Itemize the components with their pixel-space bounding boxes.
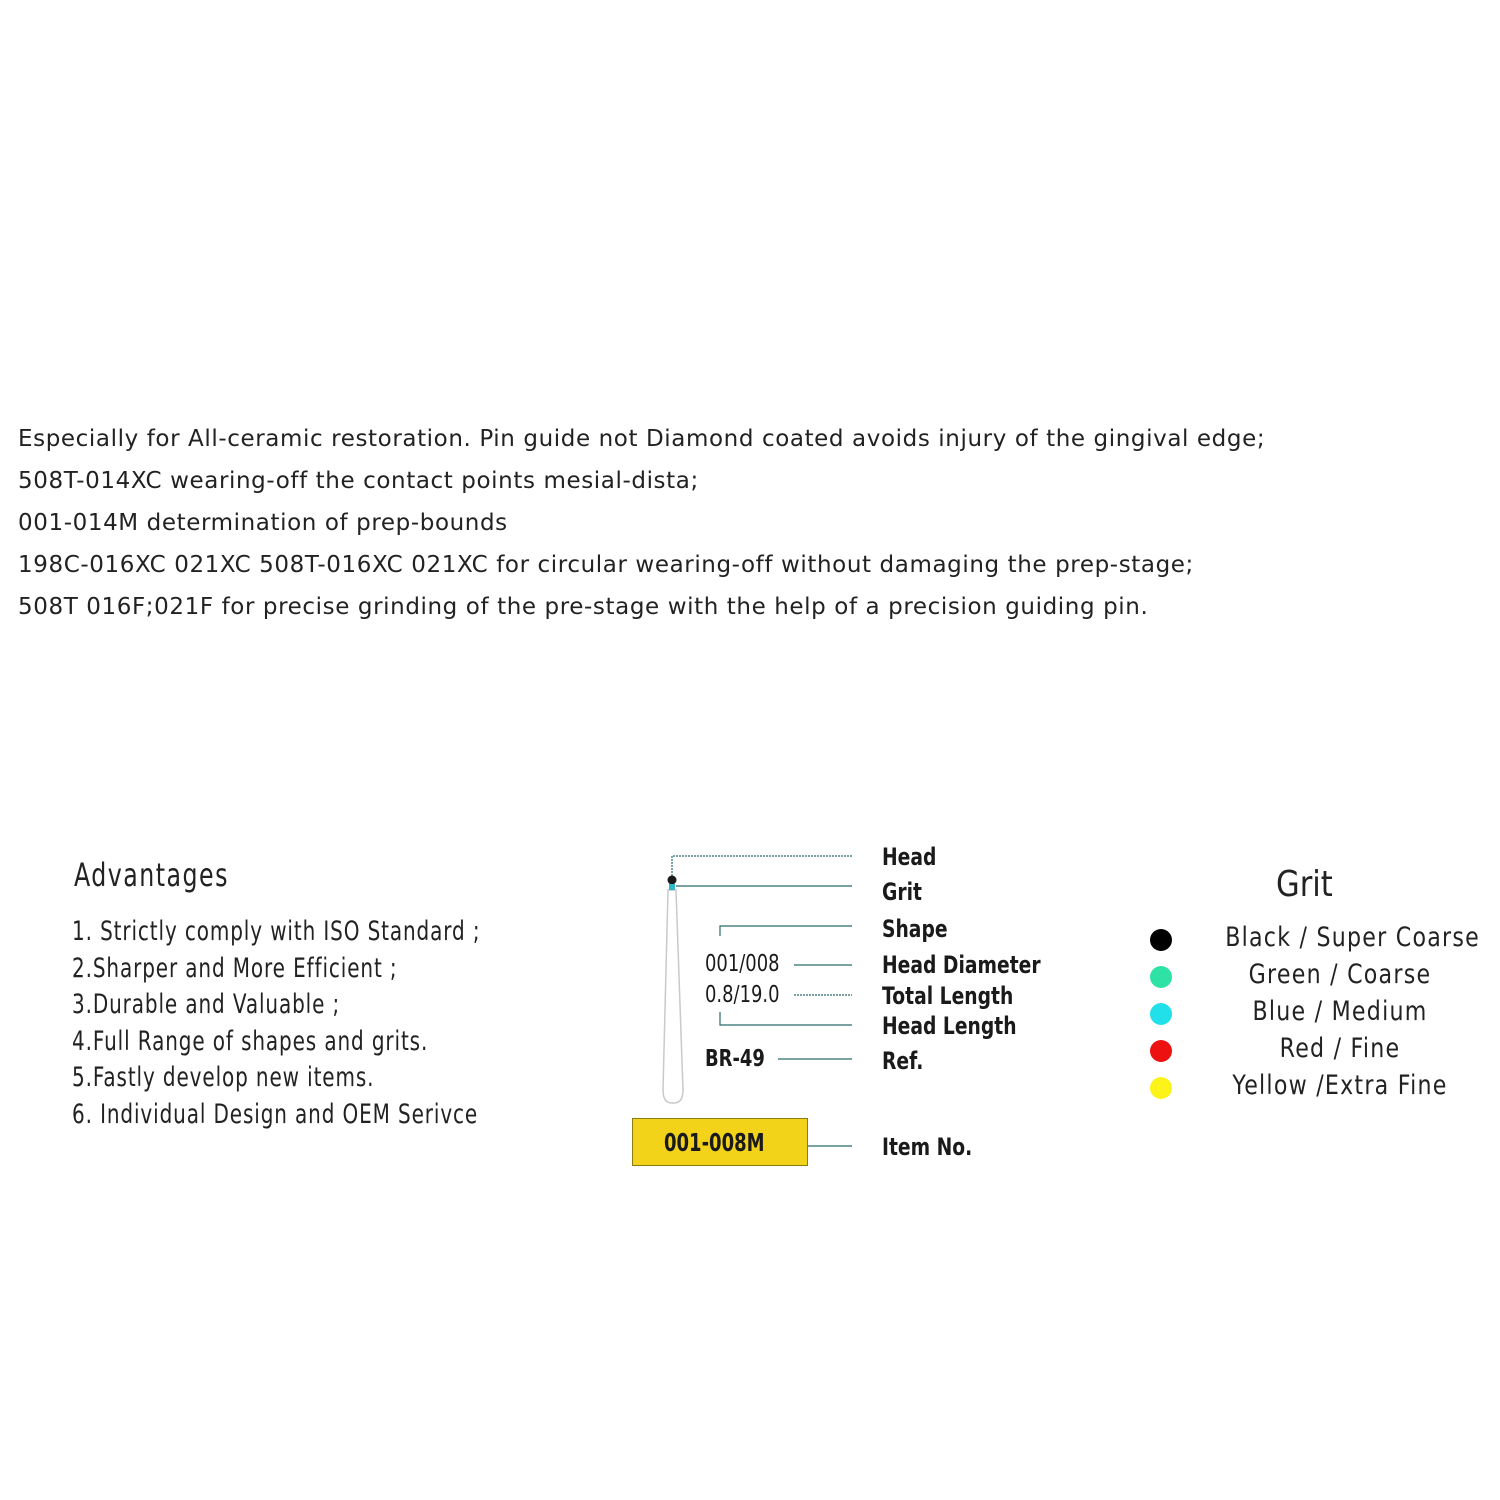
- grit-color-dot: [1150, 1003, 1172, 1025]
- grit-label: Red / Fine: [1279, 1033, 1401, 1064]
- grit-color-dot: [1150, 966, 1172, 988]
- value-head-diameter: 001/008: [705, 951, 780, 977]
- grit-title: Grit: [1276, 864, 1333, 905]
- advantage-item: 4.Full Range of shapes and grits.: [72, 1025, 429, 1057]
- label-head: Head: [882, 843, 937, 871]
- advantage-item: 6. Individual Design and OEM Serivce: [72, 1098, 479, 1130]
- grit-label: Green / Coarse: [1248, 959, 1432, 990]
- grit-legend-item: [1140, 1033, 1480, 1069]
- leader-line-head-length: [720, 1012, 852, 1025]
- grit-legend-item: [1140, 959, 1480, 995]
- label-grit: Grit: [882, 878, 922, 906]
- value-item-no: 001-008M: [664, 1128, 765, 1157]
- advantage-item: 2.Sharper and More Efficient ;: [72, 952, 398, 984]
- bur-grit-mark: [669, 884, 675, 890]
- advantage-item: 3.Durable and Valuable ;: [72, 989, 341, 1021]
- grit-legend-item: [1140, 1070, 1480, 1106]
- advantage-item: 1. Strictly comply with ISO Standard ;: [72, 916, 481, 947]
- label-ref: Ref.: [882, 1047, 924, 1075]
- intro-line: 508T 016F;021F for precise grinding of the pre-stage with the help of a precision guiding pin.: [18, 594, 1149, 620]
- grit-label: Yellow /Extra Fine: [1232, 1070, 1448, 1101]
- grit-color-dot: [1150, 1077, 1172, 1099]
- advantage-item: 5.Fastly develop new items.: [72, 1062, 375, 1094]
- label-shape: Shape: [882, 915, 948, 943]
- label-item-no: Item No.: [882, 1133, 973, 1161]
- grit-label: Blue / Medium: [1252, 996, 1428, 1027]
- leader-line-shape: [720, 926, 852, 936]
- intro-line: 508T-014XC wearing-off the contact points mesial-dista;: [18, 468, 699, 494]
- bur-shank-illustration: [663, 890, 683, 1103]
- grit-color-dot: [1150, 929, 1172, 951]
- label-total-length: Total Length: [882, 982, 1014, 1010]
- value-total-length: 0.8/19.0: [705, 982, 780, 1008]
- grit-legend-item: [1140, 922, 1480, 958]
- intro-line: Especially for All-ceramic restoration. Pin guide not Diamond coated avoids injury of the gingival edge;: [18, 426, 1266, 452]
- value-ref: BR-49: [705, 1046, 765, 1072]
- label-head-length: Head Length: [882, 1012, 1017, 1040]
- grit-legend-item: [1140, 996, 1480, 1032]
- label-head-diameter: Head Diameter: [882, 951, 1041, 979]
- advantages-title: Advantages: [74, 856, 229, 894]
- intro-line: 198C-016XC 021XC 508T-016XC 021XC for circular wearing-off without damaging the prep-stage;: [18, 552, 1194, 578]
- bur-head-dot: [668, 876, 677, 885]
- grit-label: Black / Super Coarse: [1225, 922, 1480, 953]
- leader-line-head: [672, 856, 852, 882]
- intro-line: 001-014M determination of prep-bounds: [18, 510, 508, 536]
- grit-color-dot: [1150, 1040, 1172, 1062]
